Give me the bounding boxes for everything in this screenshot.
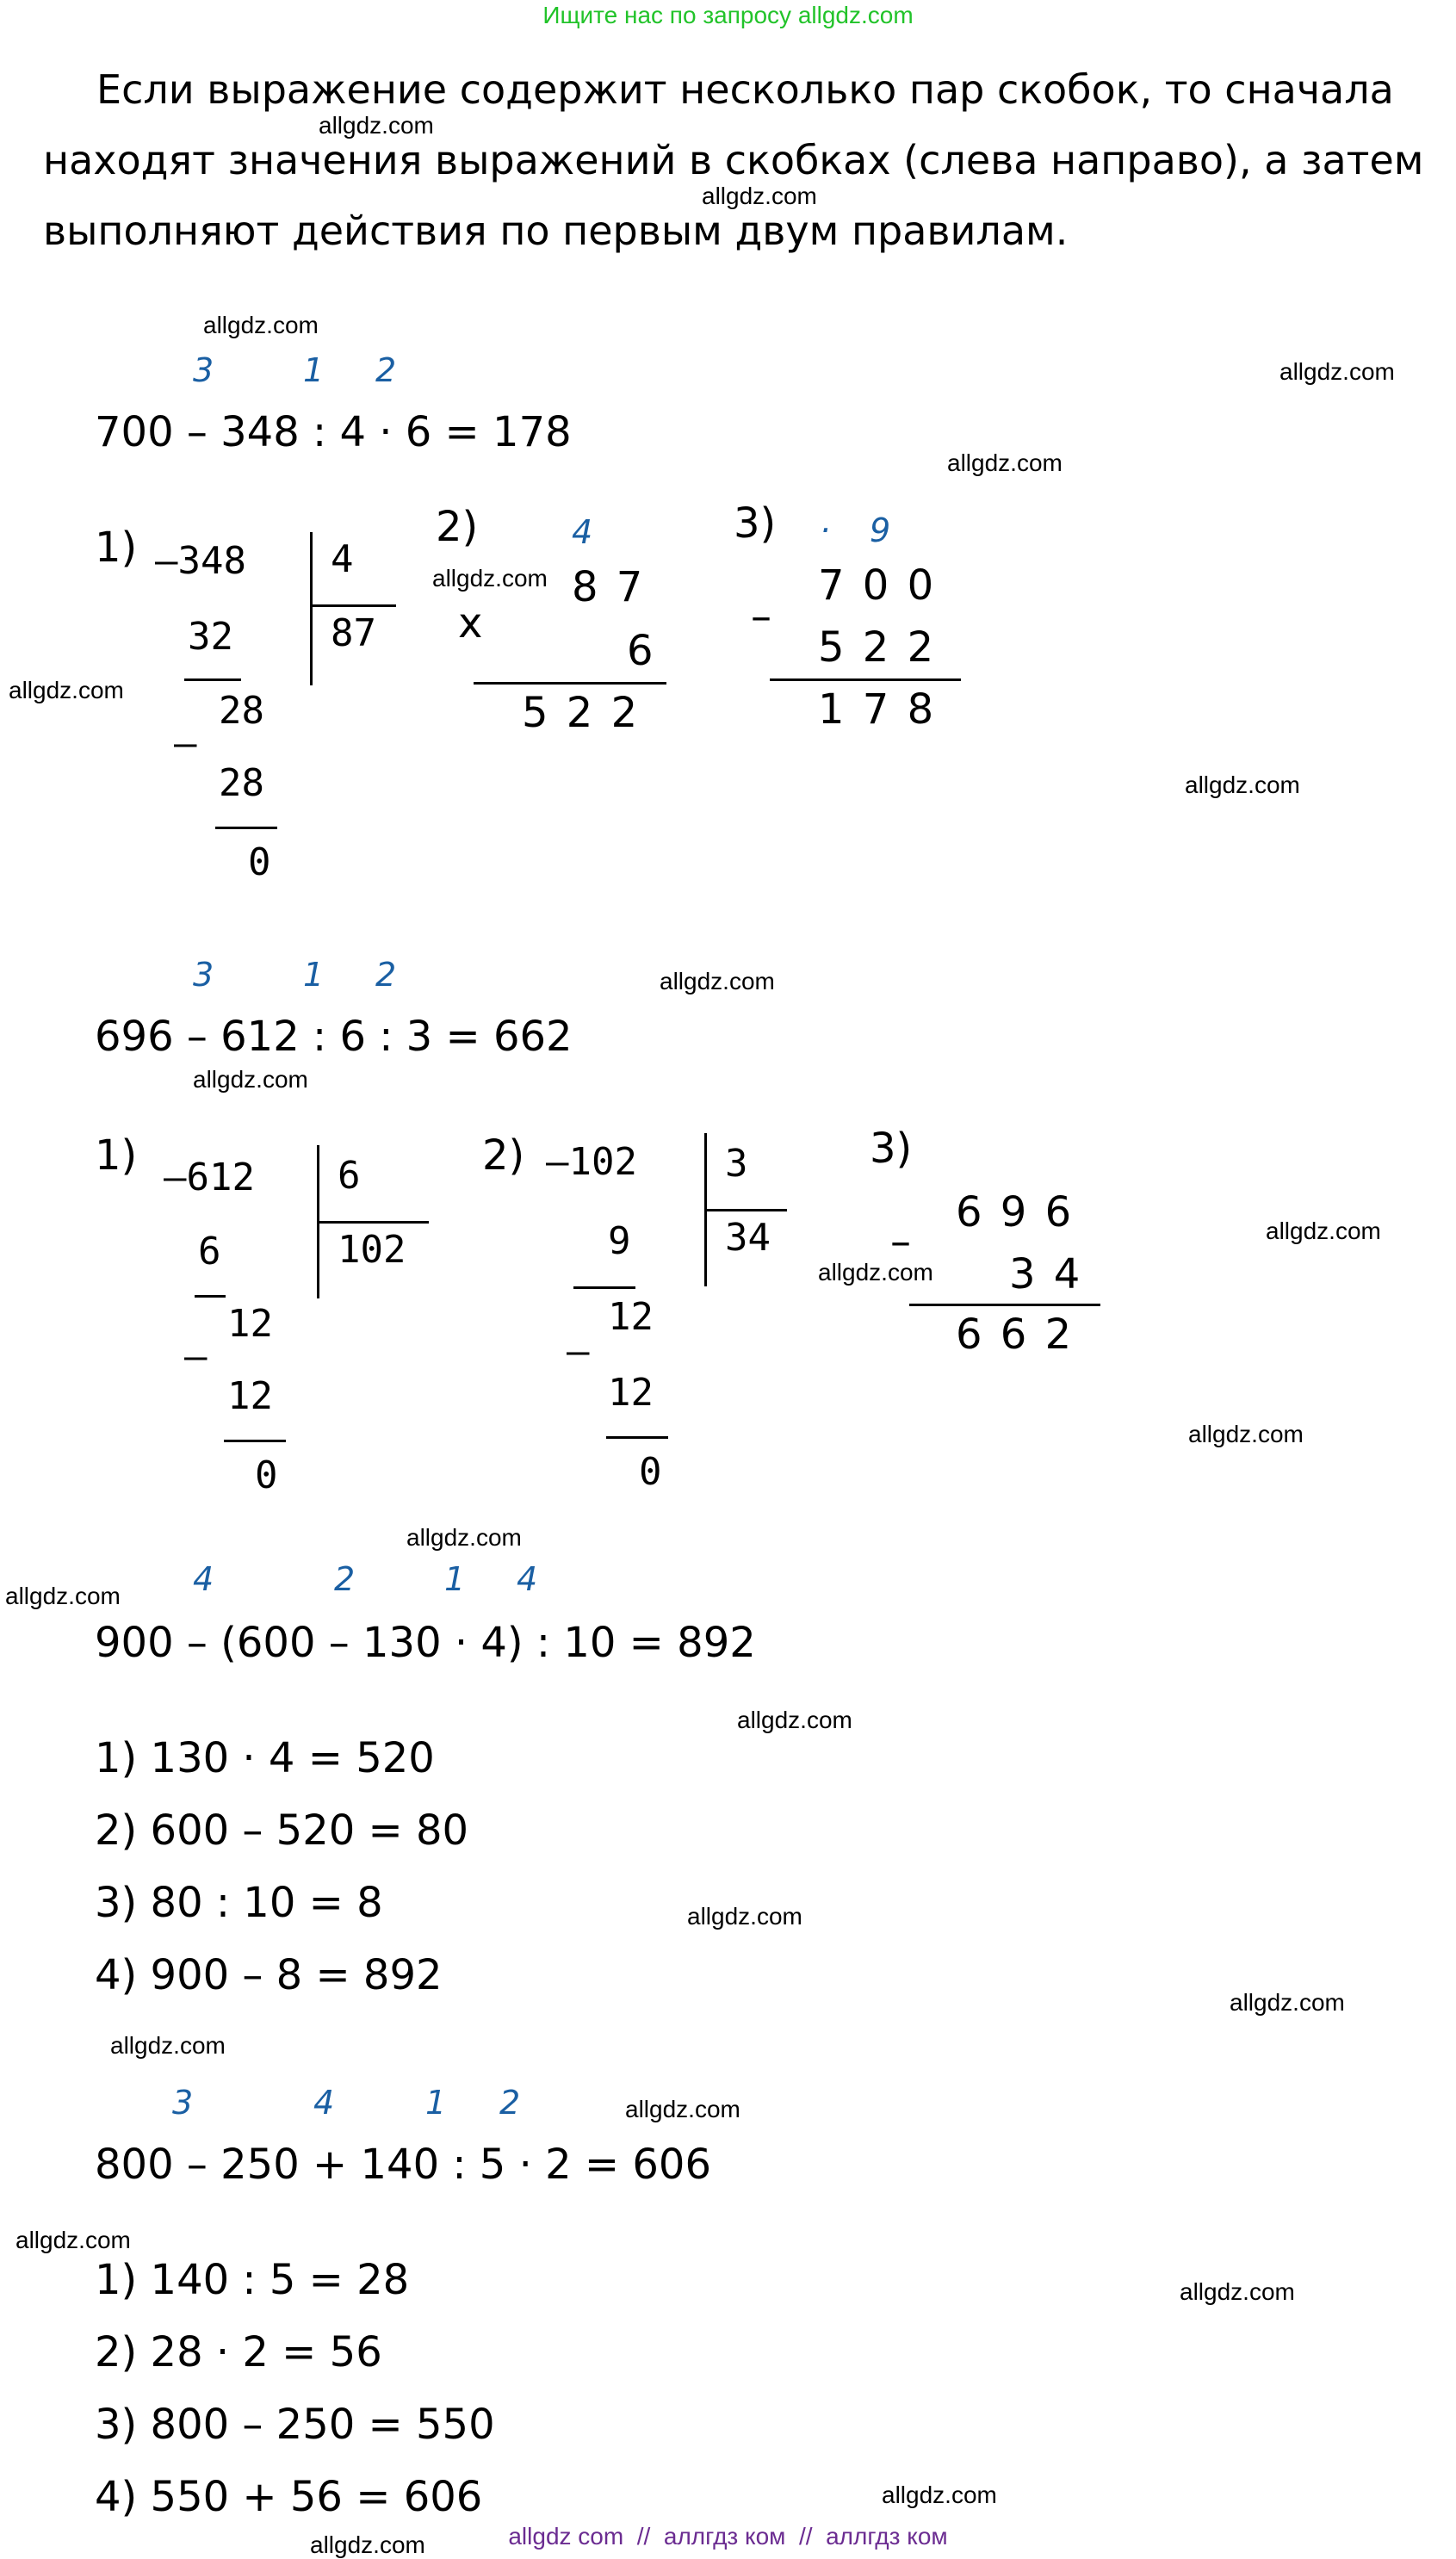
- factor-1: 8 7: [572, 563, 643, 611]
- watermark: allgdz.com: [702, 183, 817, 209]
- difference: 1 7 8: [818, 685, 934, 734]
- solution-step: 2) 600 – 520 = 80: [95, 1806, 469, 1855]
- dividend: –348: [155, 539, 246, 583]
- partial-product: 28: [219, 761, 264, 805]
- dividend: –102: [546, 1140, 637, 1184]
- solution-step: 3) 800 – 250 = 550: [95, 2401, 495, 2449]
- watermark: allgdz.com: [687, 1903, 802, 1930]
- step-number: 2: [334, 1560, 356, 1598]
- step-label: 2): [482, 1131, 525, 1180]
- quotient: 102: [338, 1228, 406, 1272]
- step-number: 2: [375, 956, 397, 994]
- watermark: allgdz.com: [310, 2531, 425, 2558]
- step-number: 4: [313, 2084, 335, 2122]
- step-number: 1: [444, 1560, 466, 1598]
- watermark: allgdz.com: [1279, 358, 1395, 385]
- equation-4: 800 – 250 + 140 : 5 · 2 = 606: [95, 2141, 711, 2189]
- partial-remainder: 12: [227, 1302, 273, 1346]
- step-number: 3: [193, 956, 214, 994]
- watermark: allgdz.com: [15, 2227, 131, 2253]
- watermark: allgdz.com: [737, 1707, 852, 1733]
- step-number: 2: [375, 351, 397, 389]
- watermark: allgdz.com: [818, 1259, 933, 1286]
- product: 5 2 2: [522, 689, 638, 737]
- solution-step: 1) 140 : 5 = 28: [95, 2256, 410, 2304]
- minus-sign: –: [751, 592, 771, 641]
- search-hint-link[interactable]: Ищите нас по запросу allgdz.com: [542, 2, 914, 28]
- partial-product: 6: [198, 1230, 221, 1273]
- dividend: –612: [164, 1156, 255, 1199]
- step-number: 3: [193, 351, 214, 389]
- divisor: 3: [725, 1142, 748, 1186]
- watermark: allgdz.com: [203, 312, 319, 338]
- carry-digit: 4: [572, 513, 593, 551]
- minus-sign: –: [567, 1329, 590, 1373]
- minus-sign: –: [890, 1218, 911, 1266]
- difference: 6 6 2: [956, 1310, 1072, 1359]
- partial-product: 9: [608, 1219, 631, 1263]
- watermark: allgdz.com: [406, 1524, 522, 1551]
- watermark: allgdz.com: [625, 2096, 740, 2122]
- watermark: allgdz.com: [110, 2032, 226, 2059]
- footer-links[interactable]: allgdz com // аллгдз ком // аллгдз ком: [508, 2523, 948, 2550]
- step-label: 3): [734, 499, 777, 548]
- quotient: 34: [725, 1216, 771, 1260]
- partial-product: 32: [188, 615, 233, 659]
- rule-line-3: выполняют действия по первым двум правилам.: [43, 208, 1069, 254]
- remainder: 0: [248, 840, 271, 884]
- partial-product: 12: [608, 1371, 654, 1415]
- solution-step: 4) 900 – 8 = 892: [95, 1951, 443, 1999]
- watermark: allgdz.com: [9, 677, 124, 703]
- watermark: allgdz.com: [5, 1583, 121, 1609]
- partial-product: 12: [227, 1374, 273, 1418]
- solution-step: 1) 130 · 4 = 520: [95, 1734, 435, 1782]
- equation-2: 696 – 612 : 6 : 3 = 662: [95, 1013, 573, 1061]
- partial-remainder: 28: [219, 689, 264, 733]
- step-number: 2: [499, 2084, 521, 2122]
- step-number: 1: [425, 2084, 447, 2122]
- step-number: 1: [303, 351, 325, 389]
- divisor: 6: [338, 1154, 361, 1198]
- divisor: 4: [331, 537, 354, 581]
- watermark: allgdz.com: [1230, 1989, 1345, 2016]
- borrow-digit: 9: [870, 511, 891, 549]
- watermark: allgdz.com: [947, 449, 1063, 476]
- minuend: 7 0 0: [818, 561, 934, 610]
- subtrahend: 5 2 2: [818, 623, 934, 672]
- remainder: 0: [639, 1450, 662, 1494]
- watermark: allgdz.com: [193, 1066, 308, 1093]
- solution-step: 3) 80 : 10 = 8: [95, 1879, 383, 1927]
- step-number: 3: [172, 2084, 194, 2122]
- borrow-dot: ·: [820, 511, 831, 549]
- multiply-sign: x: [458, 599, 483, 647]
- watermark: allgdz.com: [1188, 1421, 1304, 1447]
- minuend: 6 9 6: [956, 1188, 1072, 1236]
- quotient: 87: [331, 611, 376, 655]
- watermark: allgdz.com: [660, 968, 775, 994]
- solution-step: 2) 28 · 2 = 56: [95, 2328, 382, 2376]
- equation-3: 900 – (600 – 130 · 4) : 10 = 892: [95, 1619, 756, 1667]
- subtrahend: 3 4: [1009, 1250, 1081, 1298]
- step-label: 2): [436, 503, 479, 551]
- rule-line-1: Если выражение содержит несколько пар скобок, то сначала: [96, 66, 1394, 113]
- watermark: allgdz.com: [319, 112, 434, 139]
- step-number: 1: [303, 956, 325, 994]
- factor-2: 6: [627, 627, 654, 675]
- minus-sign: –: [184, 1335, 208, 1379]
- rule-line-2: находят значения выражений в скобках (слева направо), а затем: [43, 137, 1424, 183]
- watermark: allgdz.com: [1266, 1218, 1381, 1244]
- watermark: allgdz.com: [1180, 2278, 1295, 2305]
- step-label: 3): [870, 1125, 913, 1173]
- equation-1: 700 – 348 : 4 · 6 = 178: [95, 408, 572, 456]
- minus-sign: –: [174, 722, 197, 765]
- step-label: 1): [95, 1131, 138, 1180]
- step-number: 4: [517, 1560, 538, 1598]
- watermark: allgdz.com: [1185, 771, 1300, 798]
- watermark: allgdz.com: [882, 2482, 997, 2508]
- step-number: 4: [193, 1560, 214, 1598]
- watermark: allgdz.com: [432, 565, 548, 592]
- solution-step: 4) 550 + 56 = 606: [95, 2473, 483, 2521]
- remainder: 0: [255, 1453, 278, 1497]
- partial-remainder: 12: [608, 1295, 654, 1339]
- step-label: 1): [95, 524, 138, 572]
